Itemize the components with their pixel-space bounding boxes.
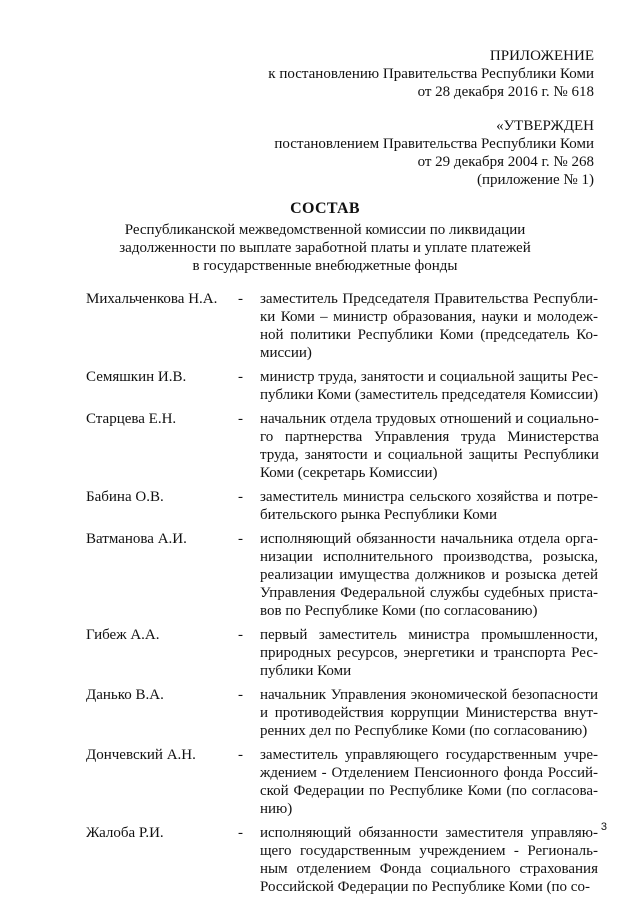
member-role-line: заместитель Председателя Правительства Республи- (260, 291, 598, 307)
member-name: Семяшкин И.В. (86, 369, 187, 385)
member-name: Михальченкова Н.А. (86, 291, 218, 307)
member-role (260, 488, 598, 524)
member-dash: - (238, 369, 243, 385)
member-row (86, 626, 598, 680)
members-list (86, 290, 598, 902)
member-dash: - (238, 687, 243, 703)
member-role-line: исполняющий обязанности начальника отдела орга- (260, 531, 598, 547)
member-role-line: щего государственным учреждением - Региональ- (260, 843, 598, 859)
member-dash: - (238, 531, 243, 547)
member-role-line: исполняющий обязанности заместителя управляю- (260, 825, 598, 841)
member-dash: - (238, 291, 243, 307)
member-name: Дончевский А.Н. (86, 747, 196, 763)
appendix-date: от 28 декабря 2016 г. № 618 (417, 84, 594, 100)
member-row (86, 686, 598, 740)
document-title: СОСТАВ (290, 200, 360, 217)
member-role (260, 368, 598, 404)
member-role (260, 410, 599, 482)
member-role-line: ной политики Республики Коми (председатель Ко- (260, 327, 598, 343)
member-role-line: начальник Управления экономической безопасности (260, 687, 598, 703)
approved-header (174, 117, 594, 189)
member-name: Жалоба Р.И. (86, 825, 164, 841)
approved-appendix-number: (приложение № 1) (476, 172, 594, 188)
member-dash: - (238, 489, 243, 505)
member-name: Данько В.А. (86, 687, 164, 703)
member-row (86, 746, 598, 818)
member-role-line: Российской Федерации по Республике Коми (по со- (260, 879, 590, 895)
member-role (260, 530, 598, 620)
page-number: 3 (600, 821, 607, 833)
member-role (260, 686, 598, 740)
member-role-line: публики Коми (заместитель председателя Комиссии) (260, 387, 599, 403)
member-role-line: ждением - Отделением Пенсионного фонда Россий- (260, 765, 598, 781)
member-name: Ватманова А.И. (86, 531, 187, 547)
member-role (260, 626, 598, 680)
member-role-line: Коми (секретарь Комиссии) (260, 465, 438, 481)
member-row (86, 290, 598, 362)
member-role-line: реализации имущества должников и розыска детей (260, 567, 598, 583)
member-name: Бабина О.В. (86, 489, 164, 505)
subtitle-line: Республиканской межведомственной комиссии по ликвидации (124, 222, 526, 238)
member-role-line: заместитель управляющего государственным учре- (260, 747, 598, 763)
member-row (86, 488, 598, 524)
member-role-line: министр труда, занятости и социальной защиты Рес- (260, 369, 599, 385)
member-role-line: го партнерства Управления труда Министерства (260, 429, 599, 445)
appendix-decree: к постановлению Правительства Республики Коми (268, 66, 594, 82)
member-role (260, 290, 598, 362)
member-role-line: ренних дел по Республике Коми (по согласованию) (260, 723, 588, 739)
member-role-line: ской Федерации по Республике Коми (по согласова- (260, 783, 598, 799)
subtitle-line: в государственные внебюджетные фонды (192, 258, 458, 274)
approved-date: от 29 декабря 2004 г. № 268 (417, 154, 594, 170)
title-block (95, 200, 555, 275)
member-role-line: заместитель министра сельского хозяйства и потре- (260, 489, 598, 505)
member-role-line: труда, занятости и социальной защиты Республики (260, 447, 599, 463)
member-role-line: начальник отдела трудовых отношений и социально- (260, 411, 599, 427)
member-row (86, 824, 598, 896)
member-dash: - (238, 627, 243, 643)
member-role-line: природных ресурсов, энергетики и транспорта Рес- (260, 645, 598, 661)
member-role-line: миссии) (260, 345, 312, 361)
member-row (86, 410, 598, 482)
member-role-line: публики Коми (260, 663, 352, 679)
member-name: Старцева Е.Н. (86, 411, 177, 427)
member-dash: - (238, 747, 243, 763)
member-role-line: низации исполнительного производства, розыска, (260, 549, 598, 565)
member-role (260, 824, 598, 896)
member-row (86, 530, 598, 620)
member-role-line: вов по Республике Коми (по согласованию) (260, 603, 538, 619)
approved-label: «УТВЕРЖДЕН (496, 118, 594, 134)
appendix-header (174, 47, 594, 101)
member-name: Гибеж А.А. (86, 627, 160, 643)
member-role-line: ным отделением Фонда социального страхования (260, 861, 598, 877)
member-role (260, 746, 598, 818)
document-subtitle (95, 221, 555, 275)
member-role-line: Управления Федеральной службы судебных приста- (260, 585, 598, 601)
subtitle-line: задолженности по выплате заработной платы и уплате платежей (119, 240, 531, 256)
member-role-line: первый заместитель министра промышленности, (260, 627, 598, 643)
approved-decree: постановлением Правительства Республики Коми (274, 136, 594, 152)
member-role-line: бительского рынка Республики Коми (260, 507, 497, 523)
member-row (86, 368, 598, 404)
member-dash: - (238, 825, 243, 841)
member-role-line: и противодействия коррупции Министерства внут- (260, 705, 598, 721)
member-role-line: нию) (260, 801, 293, 817)
appendix-label: ПРИЛОЖЕНИЕ (489, 48, 594, 64)
member-role-line: ки Коми – министр образования, науки и молодеж- (260, 309, 598, 325)
member-dash: - (238, 411, 243, 427)
